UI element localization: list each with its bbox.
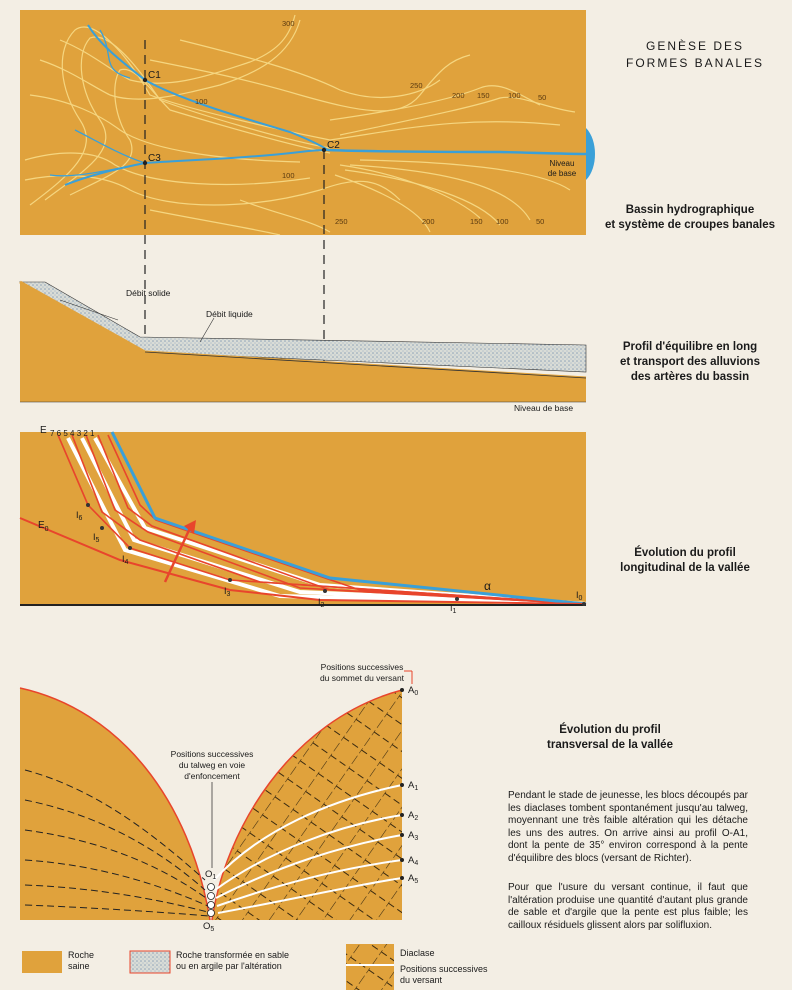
sea-outlet	[586, 128, 595, 180]
contour-label: 50	[536, 217, 545, 226]
map-background	[20, 10, 586, 235]
contour-label: 150	[470, 217, 483, 226]
page-title: GENÈSE DES FORMES BANALES	[625, 39, 765, 70]
label-a5: $A_5$	[408, 873, 419, 885]
base-level-text: Niveau de base	[514, 403, 574, 413]
label-e: E	[40, 425, 47, 436]
label-c3: C3	[148, 153, 161, 164]
transversal-profile	[20, 662, 418, 933]
label-i5: $I_5$	[93, 532, 100, 544]
talweg-note: Positions successives	[170, 749, 254, 759]
legend-rock-label: Roche saine	[68, 950, 95, 971]
contour-label: 100	[282, 171, 295, 180]
caption-longitudinal: Évolution du profil longitudinal de la vallée	[620, 547, 750, 574]
label-e0: $E_0$	[38, 520, 49, 533]
summit-note: du sommet du versant	[319, 673, 405, 683]
legend-joint-swatch	[346, 944, 394, 990]
contour-label: 300	[282, 19, 295, 28]
label-i0: $I_0$	[576, 590, 583, 602]
contour-label: 100	[195, 97, 208, 106]
paragraph-youth-stage: Pendant le stade de jeunesse, les blocs découpés par les diaclases tombent spontanément jusqu'au talweg, moyennant une très faible altération qui les détache les uns des autres. On arrive ainsi au profil O-A1, dont la pente de 35° environ correspond à la pente d'équilibre des blocs (versant de Richter).	[508, 790, 748, 864]
svg-text:de base: de base	[547, 169, 577, 178]
contour-label: 250	[335, 217, 348, 226]
liquid-flow-label: Débit liquide	[206, 309, 253, 319]
label-a2: $A_2$	[408, 810, 419, 822]
label-a1: $A_1$	[408, 780, 419, 792]
svg-text:Niveau: Niveau	[549, 159, 575, 168]
talweg-note: du talweg en voie	[178, 760, 246, 770]
label-e-indices: 7 6 5 4 3 2 1	[50, 429, 95, 438]
label-i1: $I_1$	[450, 603, 457, 615]
legend-joint-label: Diaclase	[400, 948, 435, 958]
solid-flow-label: Débit solide	[126, 288, 171, 298]
contour-label: 100	[496, 217, 509, 226]
legend-rock-swatch	[22, 951, 62, 973]
contour-label: 50	[538, 93, 547, 102]
legend-weathered-swatch	[130, 951, 170, 973]
paragraph-weathering: Pour que l'usure du versant continue, il faut que l'altération produise une quantité d'autant plus grande de sable et d'argile que la pente est plus faible; les cailloux résiduels glissent alors par solifluxion.	[508, 882, 748, 931]
contour-label: 200	[422, 217, 435, 226]
label-i2: $I_2$	[318, 597, 325, 609]
contour-label: 150	[477, 91, 490, 100]
label-i6: $I_6$	[76, 510, 83, 522]
label-a3: $A_3$	[408, 830, 419, 842]
legend-slope-label: Positions successives du versant	[400, 964, 488, 985]
caption-transversal: Évolution du profil transversal de la vallée	[547, 724, 673, 751]
talweg-note: d'enfoncement	[184, 771, 240, 781]
label-c2: C2	[327, 140, 340, 151]
caption-watershed: Bassin hydrographique et système de croupes banales	[604, 204, 776, 231]
label-i4: $I_4$	[122, 554, 129, 566]
contour-label: 200	[452, 91, 465, 100]
base-level-label	[548, 159, 577, 178]
contour-label: 100	[508, 91, 521, 100]
left-valley-side	[20, 688, 210, 920]
equilibrium-profile	[20, 282, 586, 413]
label-o5: $O_5$	[203, 921, 215, 933]
contour-label: 250	[410, 81, 423, 90]
summit-note: Positions successives	[320, 662, 404, 672]
caption-equilibrium: Profil d'équilibre en long et transport des alluvions des artères du bassin	[620, 341, 760, 383]
longitudinal-profile	[20, 425, 586, 615]
label-i3: $I_3$	[224, 586, 231, 598]
label-o1: $O_1$	[205, 869, 217, 881]
legend-weathered-label: Roche transformée en sable ou en argile par l'altération	[176, 950, 290, 971]
angle-alpha: α	[484, 579, 491, 593]
label-a4: $A_4$	[408, 855, 419, 867]
watershed-map	[20, 10, 595, 235]
label-c1: C1	[148, 70, 161, 81]
talweg-points	[208, 884, 215, 917]
label-a0: $A_0$	[408, 685, 419, 697]
